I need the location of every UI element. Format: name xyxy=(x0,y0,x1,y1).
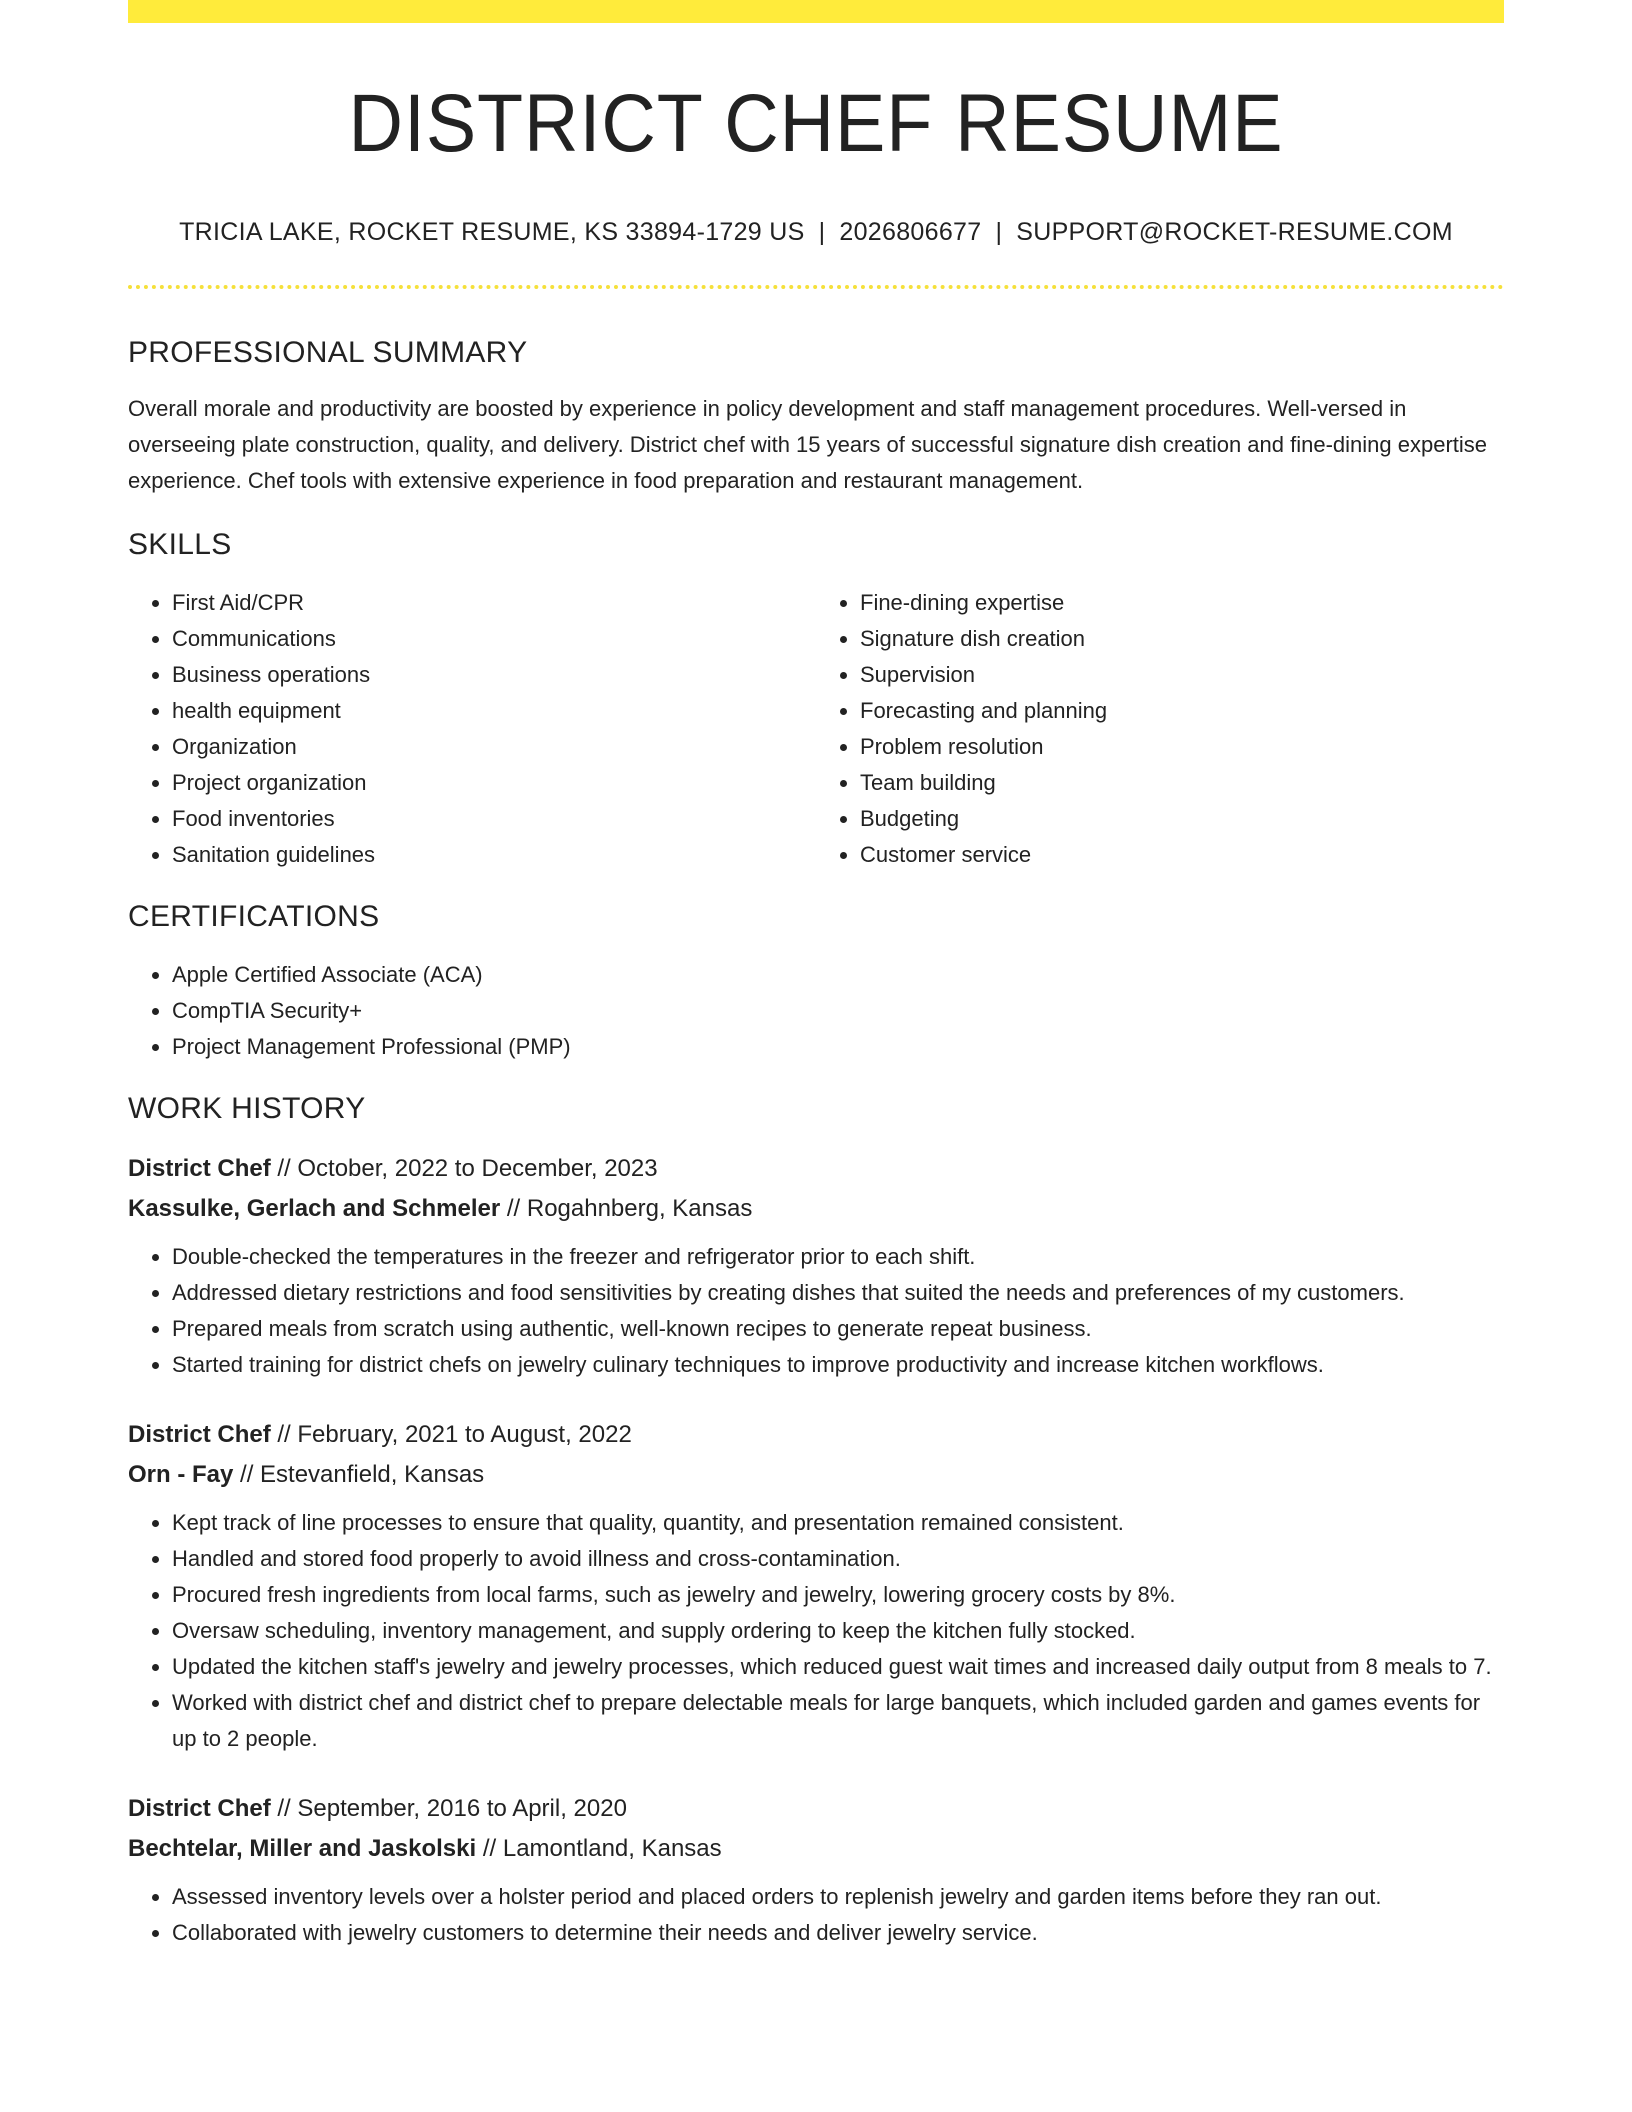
skill-item: • Budgeting xyxy=(860,801,1504,837)
job-company: Orn - Fay xyxy=(128,1461,234,1489)
job-bullet: • Procured fresh ingredients from local farms, such as jewelry and jewelry, lowering grocery costs by 8%. xyxy=(172,1577,1504,1613)
job-role: District Chef xyxy=(128,1421,271,1449)
contact-separator: | xyxy=(995,218,1003,247)
job-role: District Chef xyxy=(128,1795,271,1823)
skills-column-right xyxy=(816,585,1504,873)
job-bullets xyxy=(128,1505,1504,1757)
resume-page xyxy=(128,0,1504,1951)
contact-email[interactable]: SUPPORT@ROCKET-RESUME.COM xyxy=(1016,218,1453,247)
certification-item: • CompTIA Security+ xyxy=(172,993,1504,1029)
job-dates: // September, 2016 to April, 2020 xyxy=(270,1795,627,1823)
job-bullet: • Double-checked the temperatures in the freezer and refrigerator prior to each shift. xyxy=(172,1239,1504,1275)
job-location: // Estevanfield, Kansas xyxy=(233,1461,485,1489)
job-bullet: • Oversaw scheduling, inventory management, and supply ordering to keep the kitchen fully stocked. xyxy=(172,1613,1504,1649)
skill-item: • Supervision xyxy=(860,657,1504,693)
skill-item: • Team building xyxy=(860,765,1504,801)
job-location: // Rogahnberg, Kansas xyxy=(500,1195,753,1223)
job-dates: // February, 2021 to August, 2022 xyxy=(270,1421,632,1449)
job-company: Bechtelar, Miller and Jaskolski xyxy=(128,1835,477,1863)
job-company: Kassulke, Gerlach and Schmeler xyxy=(128,1195,501,1223)
job-bullet: • Kept track of line processes to ensure that quality, quantity, and presentation remained consistent. xyxy=(172,1505,1504,1541)
job-bullet: • Worked with district chef and district chef to prepare delectable meals for large banquets, which included garden and games events for up to 2 people. xyxy=(172,1685,1504,1757)
job-entry xyxy=(128,1149,1504,1383)
job-bullet: • Prepared meals from scratch using authentic, well-known recipes to generate repeat business. xyxy=(172,1311,1504,1347)
skills-heading: SKILLS xyxy=(128,528,232,562)
job-title-line xyxy=(128,1415,1504,1455)
skill-item: • Sanitation guidelines xyxy=(172,837,816,873)
skill-item: • Forecasting and planning xyxy=(860,693,1504,729)
resume-title: DISTRICT CHEF RESUME xyxy=(348,78,1284,169)
skill-item: • Signature dish creation xyxy=(860,621,1504,657)
job-bullet: • Assessed inventory levels over a holster period and placed orders to replenish jewelry and garden items before they ran out. xyxy=(172,1879,1504,1915)
summary-text: Overall morale and productivity are boosted by experience in policy development and staff management procedures. Well-versed in overseeing plate construction, quality, and delivery. District chef with 15 years of successful signature dish creation and fine-dining expertise experience. Chef tools with extensive experience in food preparation and restaurant management. xyxy=(128,396,1488,494)
contact-separator: | xyxy=(818,218,826,247)
certification-item: • Project Management Professional (PMP) xyxy=(172,1029,1504,1065)
job-entry xyxy=(128,1789,1504,1951)
skills-list xyxy=(128,585,1504,873)
skill-item: • Organization xyxy=(172,729,816,765)
skill-item: • health equipment xyxy=(172,693,816,729)
job-bullet: • Collaborated with jewelry customers to determine their needs and deliver jewelry service. xyxy=(172,1915,1504,1951)
certification-item: • Apple Certified Associate (ACA) xyxy=(172,957,1504,993)
contact-phone[interactable]: 2026806677 xyxy=(839,218,982,247)
skill-item: • Fine-dining expertise xyxy=(860,585,1504,621)
header-divider xyxy=(128,285,1504,289)
skill-item: • Communications xyxy=(172,621,816,657)
summary-heading: PROFESSIONAL SUMMARY xyxy=(128,336,528,370)
top-accent-bar xyxy=(128,0,1504,23)
skills-column-left xyxy=(128,585,816,873)
job-title-line xyxy=(128,1789,1504,1829)
skill-item: • First Aid/CPR xyxy=(172,585,816,621)
job-bullet: • Started training for district chefs on jewelry culinary techniques to improve productivity and increase kitchen workflows. xyxy=(172,1347,1504,1383)
job-dates: // October, 2022 to December, 2023 xyxy=(270,1155,658,1183)
job-entry xyxy=(128,1415,1504,1757)
contact-address: TRICIA LAKE, ROCKET RESUME, KS 33894-1729 US xyxy=(179,218,805,247)
skill-item: • Problem resolution xyxy=(860,729,1504,765)
skill-item: • Food inventories xyxy=(172,801,816,837)
job-bullet: • Addressed dietary restrictions and food sensitivities by creating dishes that suited the needs and preferences of my customers. xyxy=(172,1275,1504,1311)
work-history-heading: WORK HISTORY xyxy=(128,1092,366,1126)
job-bullets xyxy=(128,1239,1504,1383)
job-company-line xyxy=(128,1829,1504,1869)
job-bullet: • Handled and stored food properly to avoid illness and cross-contamination. xyxy=(172,1541,1504,1577)
job-title-line xyxy=(128,1149,1504,1189)
job-company-line xyxy=(128,1455,1504,1495)
job-bullets xyxy=(128,1879,1504,1951)
contact-line xyxy=(128,217,1504,247)
skill-item: • Business operations xyxy=(172,657,816,693)
job-company-line xyxy=(128,1189,1504,1229)
certifications-heading: CERTIFICATIONS xyxy=(128,900,380,934)
job-location: // Lamontland, Kansas xyxy=(476,1835,722,1863)
skill-item: • Customer service xyxy=(860,837,1504,873)
job-role: District Chef xyxy=(128,1155,271,1183)
skill-item: • Project organization xyxy=(172,765,816,801)
certifications-list xyxy=(128,957,1504,1065)
job-bullet: • Updated the kitchen staff's jewelry and jewelry processes, which reduced guest wait times and increased daily output from 8 meals to 7. xyxy=(172,1649,1504,1685)
